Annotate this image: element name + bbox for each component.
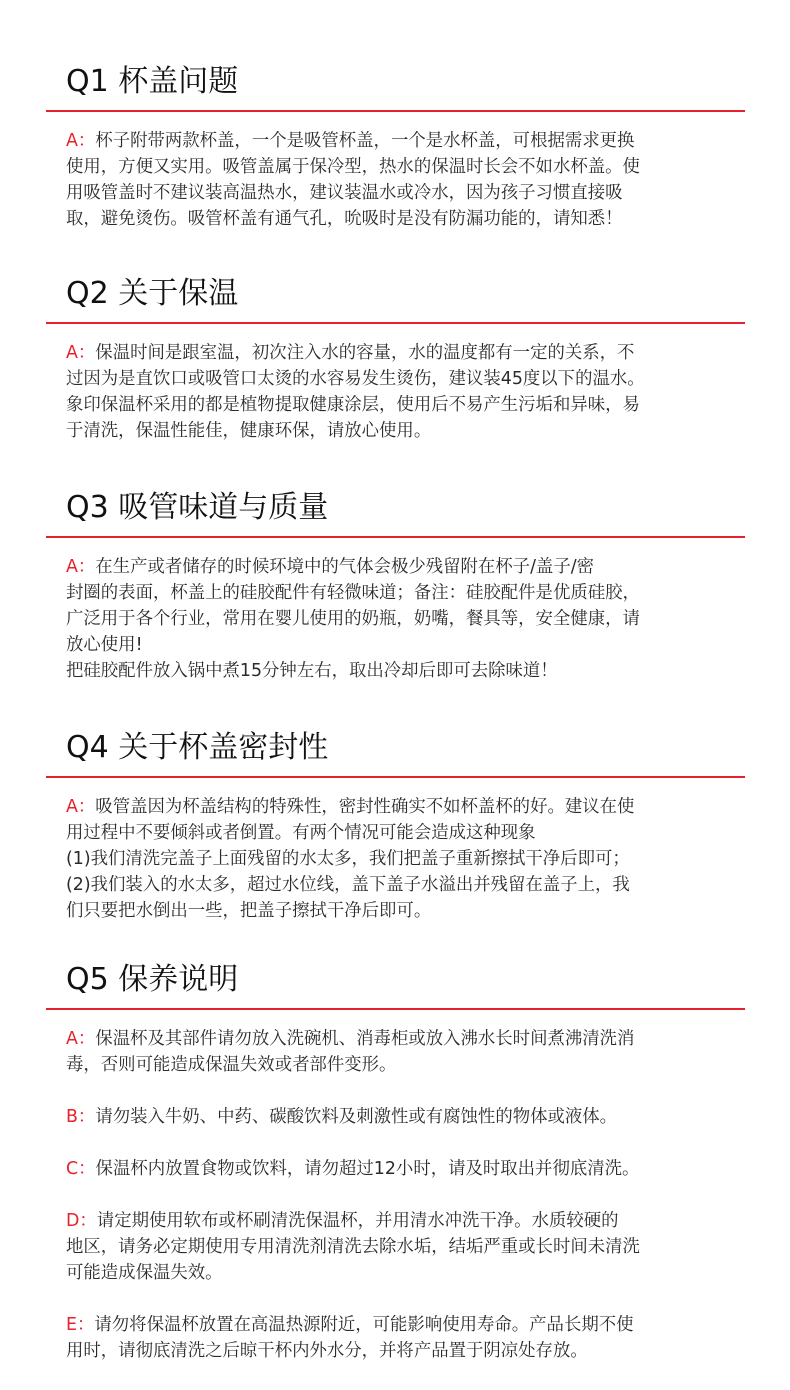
answer-paragraph <box>66 1312 734 1364</box>
answer-line <box>66 366 734 392</box>
answer-label: A： <box>66 797 96 817</box>
answer-line <box>66 658 734 684</box>
answer-paragraph <box>66 794 734 924</box>
answer-line <box>66 580 734 606</box>
answer-block <box>66 340 734 444</box>
question-title: Q2 关于保温 <box>66 276 239 311</box>
answer-text: 于清洗，保温性能佳，健康环保，请放心使用。 <box>66 421 432 441</box>
answer-text: 用过程中不要倾斜或者倒置。有两个情况可能会造成这种现象 <box>66 823 536 843</box>
answer-text: 请定期使用软布或杯刷清洗保温杯，并用清水冲洗干净。水质较硬的 <box>96 1211 619 1231</box>
answer-line <box>66 206 734 232</box>
answer-line <box>66 340 734 366</box>
answer-text: 保温杯及其部件请勿放入洗碗机、消毒柜或放入沸水长时间煮沸清洗消 <box>95 1029 635 1049</box>
answer-text: 吸管盖因为杯盖结构的特殊性，密封性确实不如杯盖杯的好。建议在使 <box>95 797 635 817</box>
answer-line <box>66 794 734 820</box>
answer-text: 请勿将保温杯放置在高温热源附近，可能影响使用寿命。产品长期不使 <box>94 1315 634 1335</box>
answer-paragraph <box>66 340 734 444</box>
question-title: Q1 杯盖问题 <box>66 64 239 99</box>
answer-text: 使用，方便又实用。吸管盖属于保冷型，热水的保温时长会不如水杯盖。使 <box>66 157 640 177</box>
question-title: Q4 关于杯盖密封性 <box>66 730 329 765</box>
answer-text: 地区，请务必定期使用专用清洗剂清洗去除水垢，结垢严重或长时间未清洗 <box>66 1237 640 1257</box>
answer-label: D： <box>66 1211 97 1231</box>
answer-line <box>66 632 734 658</box>
answer-line <box>66 1338 734 1364</box>
red-divider <box>46 776 745 778</box>
answer-text: 广泛用于各个行业，常用在婴儿使用的奶瓶，奶嘴，餐具等，安全健康，请 <box>66 609 640 629</box>
answer-line <box>66 1104 734 1130</box>
answer-paragraph <box>66 554 734 684</box>
answer-line <box>66 554 734 580</box>
answer-text: 请勿装入牛奶、中药、碳酸饮料及刺激性或有腐蚀性的物体或液体。 <box>95 1107 618 1127</box>
answer-line <box>66 1156 734 1182</box>
answer-block <box>66 554 734 684</box>
question-title: Q3 吸管味道与质量 <box>66 490 329 525</box>
answer-line <box>66 392 734 418</box>
answer-line <box>66 1234 734 1260</box>
answer-paragraph <box>66 1026 734 1078</box>
answer-paragraph <box>66 1104 734 1130</box>
answer-block <box>66 794 734 924</box>
answer-text: 放心使用! <box>66 635 143 655</box>
answer-line <box>66 418 734 444</box>
answer-text: 用时，请彻底清洗之后晾干杯内外水分，并将产品置于阴凉处存放。 <box>66 1341 588 1361</box>
answer-line <box>66 606 734 632</box>
answer-label: A： <box>66 343 96 363</box>
answer-line <box>66 872 734 898</box>
red-divider <box>46 322 745 324</box>
answer-line <box>66 846 734 872</box>
answer-line <box>66 1208 734 1234</box>
answer-label: E： <box>66 1315 95 1335</box>
answer-label: A： <box>66 557 96 577</box>
answer-line <box>66 898 734 924</box>
answer-line <box>66 1026 734 1052</box>
answer-text: (2)我们装入的水太多，超过水位线，盖下盖子水溢出并残留在盖子上，我 <box>66 875 630 895</box>
answer-text: 用吸管盖时不建议装高温热水，建议装温水或冷水，因为孩子习惯直接吸 <box>66 183 623 203</box>
answer-line <box>66 820 734 846</box>
answer-paragraph <box>66 1208 734 1286</box>
answer-line <box>66 1312 734 1338</box>
answer-text: 象印保温杯采用的都是植物提取健康涂层，使用后不易产生污垢和异味，易 <box>66 395 640 415</box>
answer-text: 可能造成保温失效。 <box>66 1263 223 1283</box>
answer-label: A： <box>66 131 96 151</box>
answer-text: 过因为是直饮口或吸管口太烫的水容易发生烫伤，建议装45度以下的温水。 <box>66 369 645 389</box>
answer-text: 杯子附带两款杯盖，一个是吸管杯盖，一个是水杯盖，可根据需求更换 <box>95 131 635 151</box>
answer-text: 保温时间是跟室温，初次注入水的容量，水的温度都有一定的关系，不 <box>95 343 635 363</box>
answer-text: 在生产或者储存的时候环境中的气体会极少残留附在杯子/盖子/密 <box>95 557 594 577</box>
answer-line <box>66 154 734 180</box>
answer-block <box>66 128 734 232</box>
answer-block <box>66 1026 734 1364</box>
answer-text: 们只要把水倒出一些，把盖子擦拭干净后即可。 <box>66 901 432 921</box>
red-divider <box>46 536 745 538</box>
answer-label: A： <box>66 1029 96 1049</box>
answer-line <box>66 128 734 154</box>
answer-text: 保温杯内放置食物或饮料，请勿超过12小时，请及时取出并彻底清洗。 <box>95 1159 640 1179</box>
answer-text: 取，避免烫伤。吸管杯盖有通气孔，吮吸时是没有防漏功能的，请知悉！ <box>66 209 623 229</box>
answer-label: B： <box>66 1107 96 1127</box>
answer-line <box>66 1052 734 1078</box>
answer-paragraph <box>66 1156 734 1182</box>
answer-line <box>66 1260 734 1286</box>
question-title: Q5 保养说明 <box>66 962 239 997</box>
answer-line <box>66 180 734 206</box>
answer-label: C： <box>66 1159 96 1179</box>
red-divider <box>46 110 745 112</box>
answer-text: 把硅胶配件放入锅中煮15分钟左右，取出冷却后即可去除味道！ <box>66 661 558 681</box>
answer-paragraph <box>66 128 734 232</box>
red-divider <box>46 1008 745 1010</box>
answer-text: 毒，否则可能造成保温失效或者部件变形。 <box>66 1055 397 1075</box>
answer-text: (1)我们清洗完盖子上面残留的水太多，我们把盖子重新擦拭干净后即可； <box>66 849 630 869</box>
answer-text: 封圈的表面，杯盖上的硅胶配件有轻微味道；备注：硅胶配件是优质硅胶， <box>66 583 640 603</box>
